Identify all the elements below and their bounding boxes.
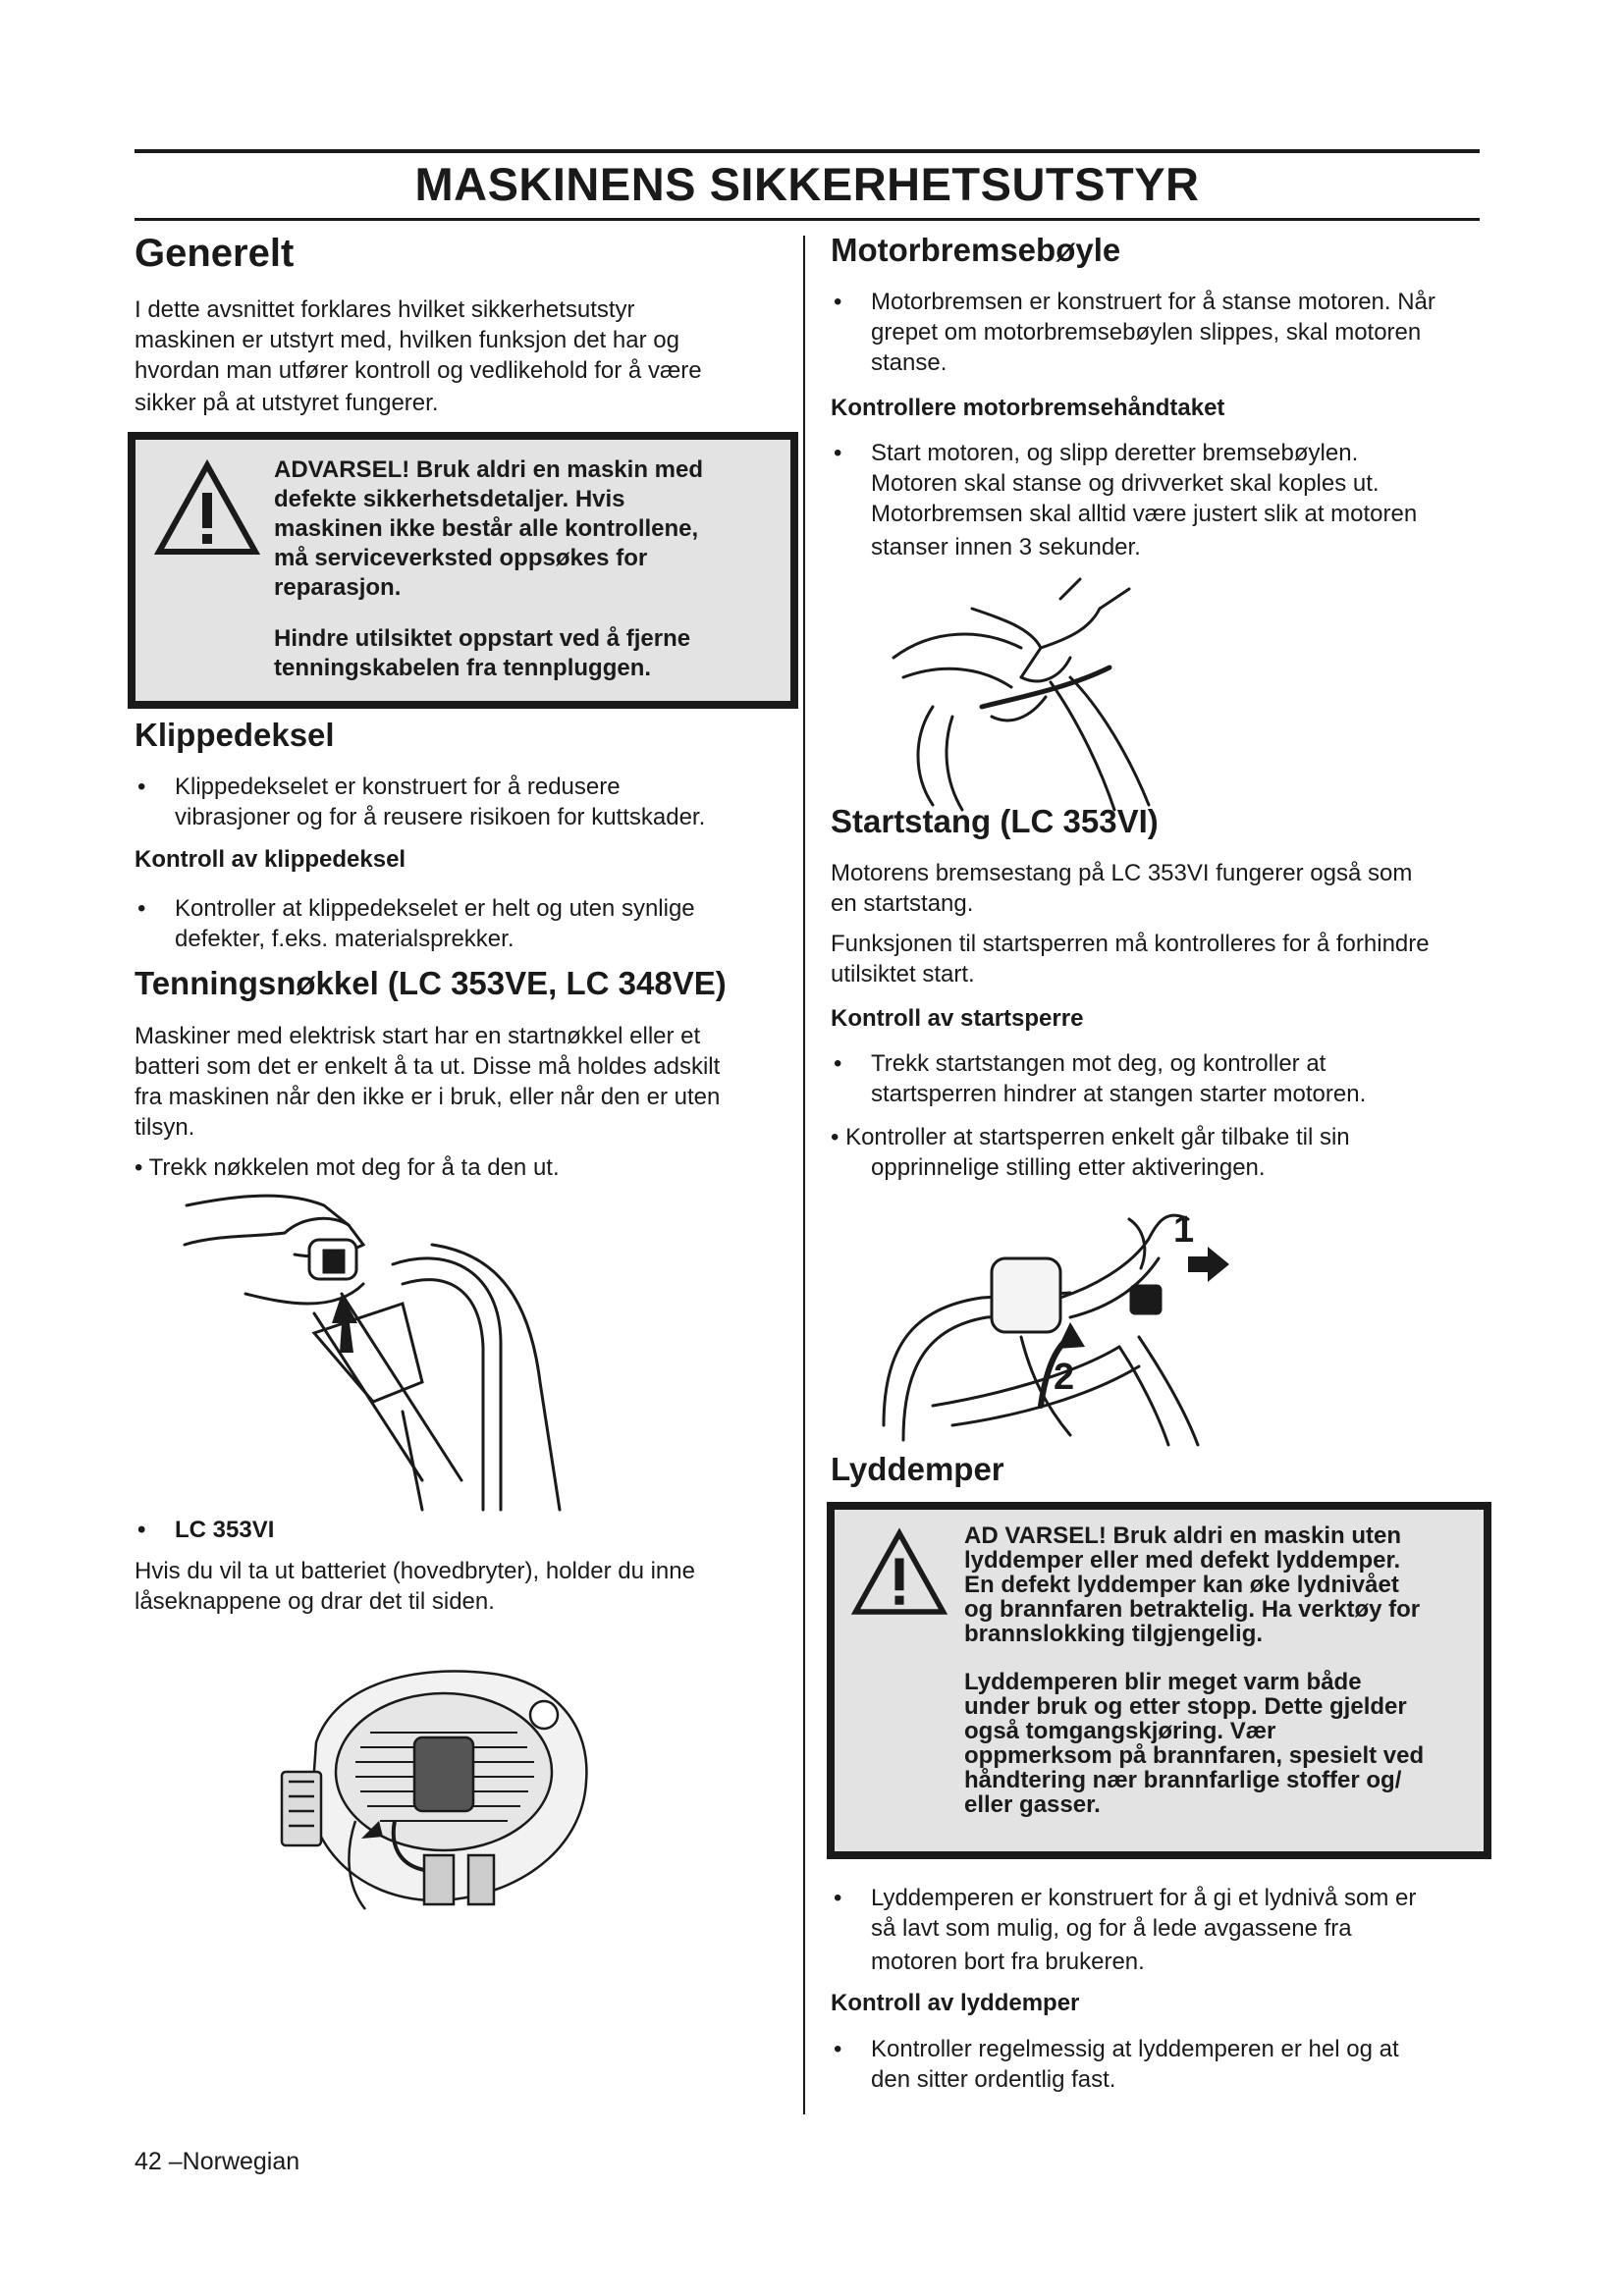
text-line: • Kontroller at klippedekselet er helt og uten synlige bbox=[175, 895, 695, 922]
text-line: • Lyddemperen er konstruert for å gi et lydnivå som er bbox=[871, 1885, 1417, 1911]
motorbrems-bullet bbox=[831, 287, 1479, 378]
text-line: vibrasjoner og for å reusere risikoen for kuttskader. bbox=[175, 804, 706, 830]
warning-box bbox=[128, 432, 798, 709]
klippedeksel-bullet2 bbox=[135, 893, 802, 954]
warning-line: brannslokking tilgjengelig. bbox=[964, 1621, 1264, 1647]
section-heading-lyddemper: Lyddemper bbox=[831, 1451, 1004, 1487]
text-line: • Start motoren, og slipp deretter bremsebøylen. bbox=[871, 440, 1359, 466]
text-line: • Trekk startstangen mot deg, og kontroller at bbox=[871, 1050, 1326, 1077]
warning-line: også tomgangskjøring. Vær bbox=[964, 1718, 1276, 1744]
klippedeksel-bullet bbox=[135, 772, 802, 832]
text-line: fra maskinen når den ikke er i bruk, eller når den er uten bbox=[135, 1084, 721, 1110]
text-line: låseknappene og drar det til siden. bbox=[135, 1588, 495, 1615]
warning-line: må serviceverksted oppsøkes for bbox=[274, 545, 648, 571]
text-line: motoren bort fra brukeren. bbox=[871, 1949, 1145, 1975]
text-line: batteri som det er enkelt å ta ut. Disse må holdes adskilt bbox=[135, 1053, 721, 1080]
text-line: • Klippedekselet er konstruert for å redusere bbox=[175, 774, 621, 800]
warning-line: maskinen ikke består alle kontrollene, bbox=[274, 515, 699, 542]
lyddemper-bullet bbox=[831, 1883, 1479, 1977]
text-line: grepet om motorbremsebøylen slippes, skal motoren bbox=[871, 319, 1422, 346]
warning-line: AD VARSEL! Bruk aldri en maskin uten bbox=[964, 1522, 1401, 1549]
warning-triangle-icon bbox=[850, 1527, 948, 1618]
bullet-item bbox=[831, 287, 1479, 378]
text-line: Motoren skal stanse og drivverket skal koples ut. bbox=[871, 470, 1380, 497]
text-line: Motorbremsen skal alltid være justert slik at motoren bbox=[871, 501, 1418, 527]
text-line: Funksjonen til startsperren må kontrolleres for å forhindre bbox=[831, 931, 1430, 957]
text-line: startsperren hindrer at stangen starter motoren. bbox=[871, 1081, 1367, 1107]
text-line: Motorens bremsestang på LC 353VI fungerer også som bbox=[831, 860, 1413, 886]
bullet-item bbox=[831, 1048, 1479, 1109]
warning-text bbox=[964, 1523, 1424, 1817]
warning-box-lyddemper bbox=[827, 1502, 1491, 1859]
section-heading-tenningsnokkel: Tenningsnøkkel (LC 353VE, LC 348VE) bbox=[135, 965, 727, 1001]
text-line: tilsyn. bbox=[135, 1114, 195, 1141]
text-line: Hvis du vil ta ut batteriet (hovedbryter), holder du inne bbox=[135, 1558, 695, 1584]
text-line: Maskiner med elektrisk start har en startnøkkel eller et bbox=[135, 1023, 701, 1049]
page-title: MASKINENS SIKKERHETSUTSTYR bbox=[414, 158, 1200, 210]
text-line: hvordan man utfører kontroll og vedlikehold for å være bbox=[135, 357, 702, 384]
bullet-item bbox=[831, 1883, 1479, 1977]
warning-line: og brannfaren betraktelig. Ha verktøy for bbox=[964, 1596, 1421, 1623]
startstang-bullet2 bbox=[831, 1122, 1479, 1183]
page-footer: 42 –Norwegian bbox=[135, 2148, 300, 2175]
text-line: • Kontroller regelmessig at lyddemperen er hel og at bbox=[871, 2036, 1399, 2062]
tenning-paragraph bbox=[135, 1021, 802, 1183]
warning-text bbox=[274, 455, 703, 683]
section-heading-motorbremsebøyle: Motorbremsebøyle bbox=[831, 232, 1121, 268]
brake-bar-illustration bbox=[874, 569, 1168, 815]
text-line: • Kontroller at startsperren enkelt går tilbake til sin bbox=[831, 1124, 1350, 1150]
bullet-item bbox=[135, 772, 802, 832]
bullet-item bbox=[135, 893, 802, 954]
lc353vi-paragraph bbox=[135, 1556, 802, 1617]
text-line: den sitter ordentlig fast. bbox=[871, 2066, 1116, 2093]
startstang-bullet bbox=[831, 1048, 1479, 1109]
text-line: så lavt som mulig, og for å lede avgassene fra bbox=[871, 1915, 1352, 1942]
text-line: utilsiktet start. bbox=[831, 961, 975, 988]
warning-line: Hindre utilsiktet oppstart ved å fjerne bbox=[274, 625, 691, 652]
column-divider bbox=[803, 236, 805, 2114]
warning-triangle-icon bbox=[153, 459, 261, 558]
text-line: maskinen er utstyrt med, hvilken funksjon det har og bbox=[135, 327, 679, 353]
engine-battery-illustration bbox=[277, 1654, 601, 1919]
warning-line: reparasjon. bbox=[274, 574, 402, 601]
text-line: opprinnelige stilling etter aktiveringen. bbox=[871, 1154, 1266, 1181]
text-line: • Motorbremsen er konstruert for å stanse motoren. Når bbox=[871, 289, 1435, 315]
warning-line: defekte sikkerhetsdetaljer. Hvis bbox=[274, 486, 625, 512]
startstang-paragraph2 bbox=[831, 929, 1479, 989]
text-line: • Trekk nøkkelen mot deg for å ta den ut. bbox=[135, 1154, 560, 1181]
warning-line: ADVARSEL! Bruk aldri en maskin med bbox=[274, 456, 703, 483]
warning-line: håndtering nær brannfarlige stoffer og/ bbox=[964, 1767, 1402, 1793]
text-line: defekter, f.eks. materialsprekker. bbox=[175, 926, 514, 952]
warning-line: tenningskabelen fra tennpluggen. bbox=[274, 655, 652, 681]
title-rule bbox=[135, 218, 1480, 221]
startstang-paragraph1 bbox=[831, 858, 1479, 919]
subheading-kontroll-startsperre: Kontroll av startsperre bbox=[831, 1005, 1084, 1032]
warning-line: under bruk og etter stopp. Dette gjelder bbox=[964, 1693, 1407, 1720]
warning-line: oppmerksom på brannfaren, spesielt ved bbox=[964, 1742, 1425, 1769]
warning-line: En defekt lyddemper kan øke lydnivået bbox=[964, 1572, 1399, 1598]
generelt-paragraph bbox=[135, 294, 802, 418]
text-line: sikker på at utstyret fungerer. bbox=[135, 390, 439, 416]
warning-line: lyddemper eller med defekt lyddemper. bbox=[964, 1547, 1401, 1574]
warning-line: eller gasser. bbox=[964, 1791, 1101, 1818]
lc353vi-bullet bbox=[135, 1515, 802, 1545]
text-line: stanse. bbox=[871, 349, 947, 376]
subheading-kontrollere-motorbremse: Kontrollere motorbremsehåndtaket bbox=[831, 395, 1225, 421]
section-heading-klippedeksel: Klippedeksel bbox=[135, 717, 335, 753]
subheading-kontroll-klippedeksel: Kontroll av klippedeksel bbox=[135, 846, 406, 873]
section-heading-generelt: Generelt bbox=[135, 232, 295, 275]
lyddemper-bullet2 bbox=[831, 2034, 1479, 2095]
bullet-item bbox=[831, 2034, 1479, 2095]
bullet-item bbox=[831, 438, 1479, 562]
callout-1: 1 bbox=[1173, 1209, 1195, 1251]
callout-2: 2 bbox=[1054, 1357, 1075, 1398]
warning-line: Lyddemperen blir meget varm både bbox=[964, 1669, 1362, 1695]
text-line: en startstang. bbox=[831, 890, 974, 917]
key-removal-illustration bbox=[177, 1186, 589, 1520]
top-rule bbox=[135, 149, 1480, 153]
text-line: stanser innen 3 sekunder. bbox=[871, 534, 1141, 561]
bullet-item: • LC 353VI bbox=[135, 1515, 802, 1545]
text-line: I dette avsnittet forklares hvilket sikkerhetsutstyr bbox=[135, 296, 635, 323]
section-heading-startstang: Startstang (LC 353VI) bbox=[831, 803, 1159, 839]
subheading-kontroll-lyddemper: Kontroll av lyddemper bbox=[831, 1990, 1080, 2016]
motorbrems-bullet2 bbox=[831, 438, 1479, 562]
